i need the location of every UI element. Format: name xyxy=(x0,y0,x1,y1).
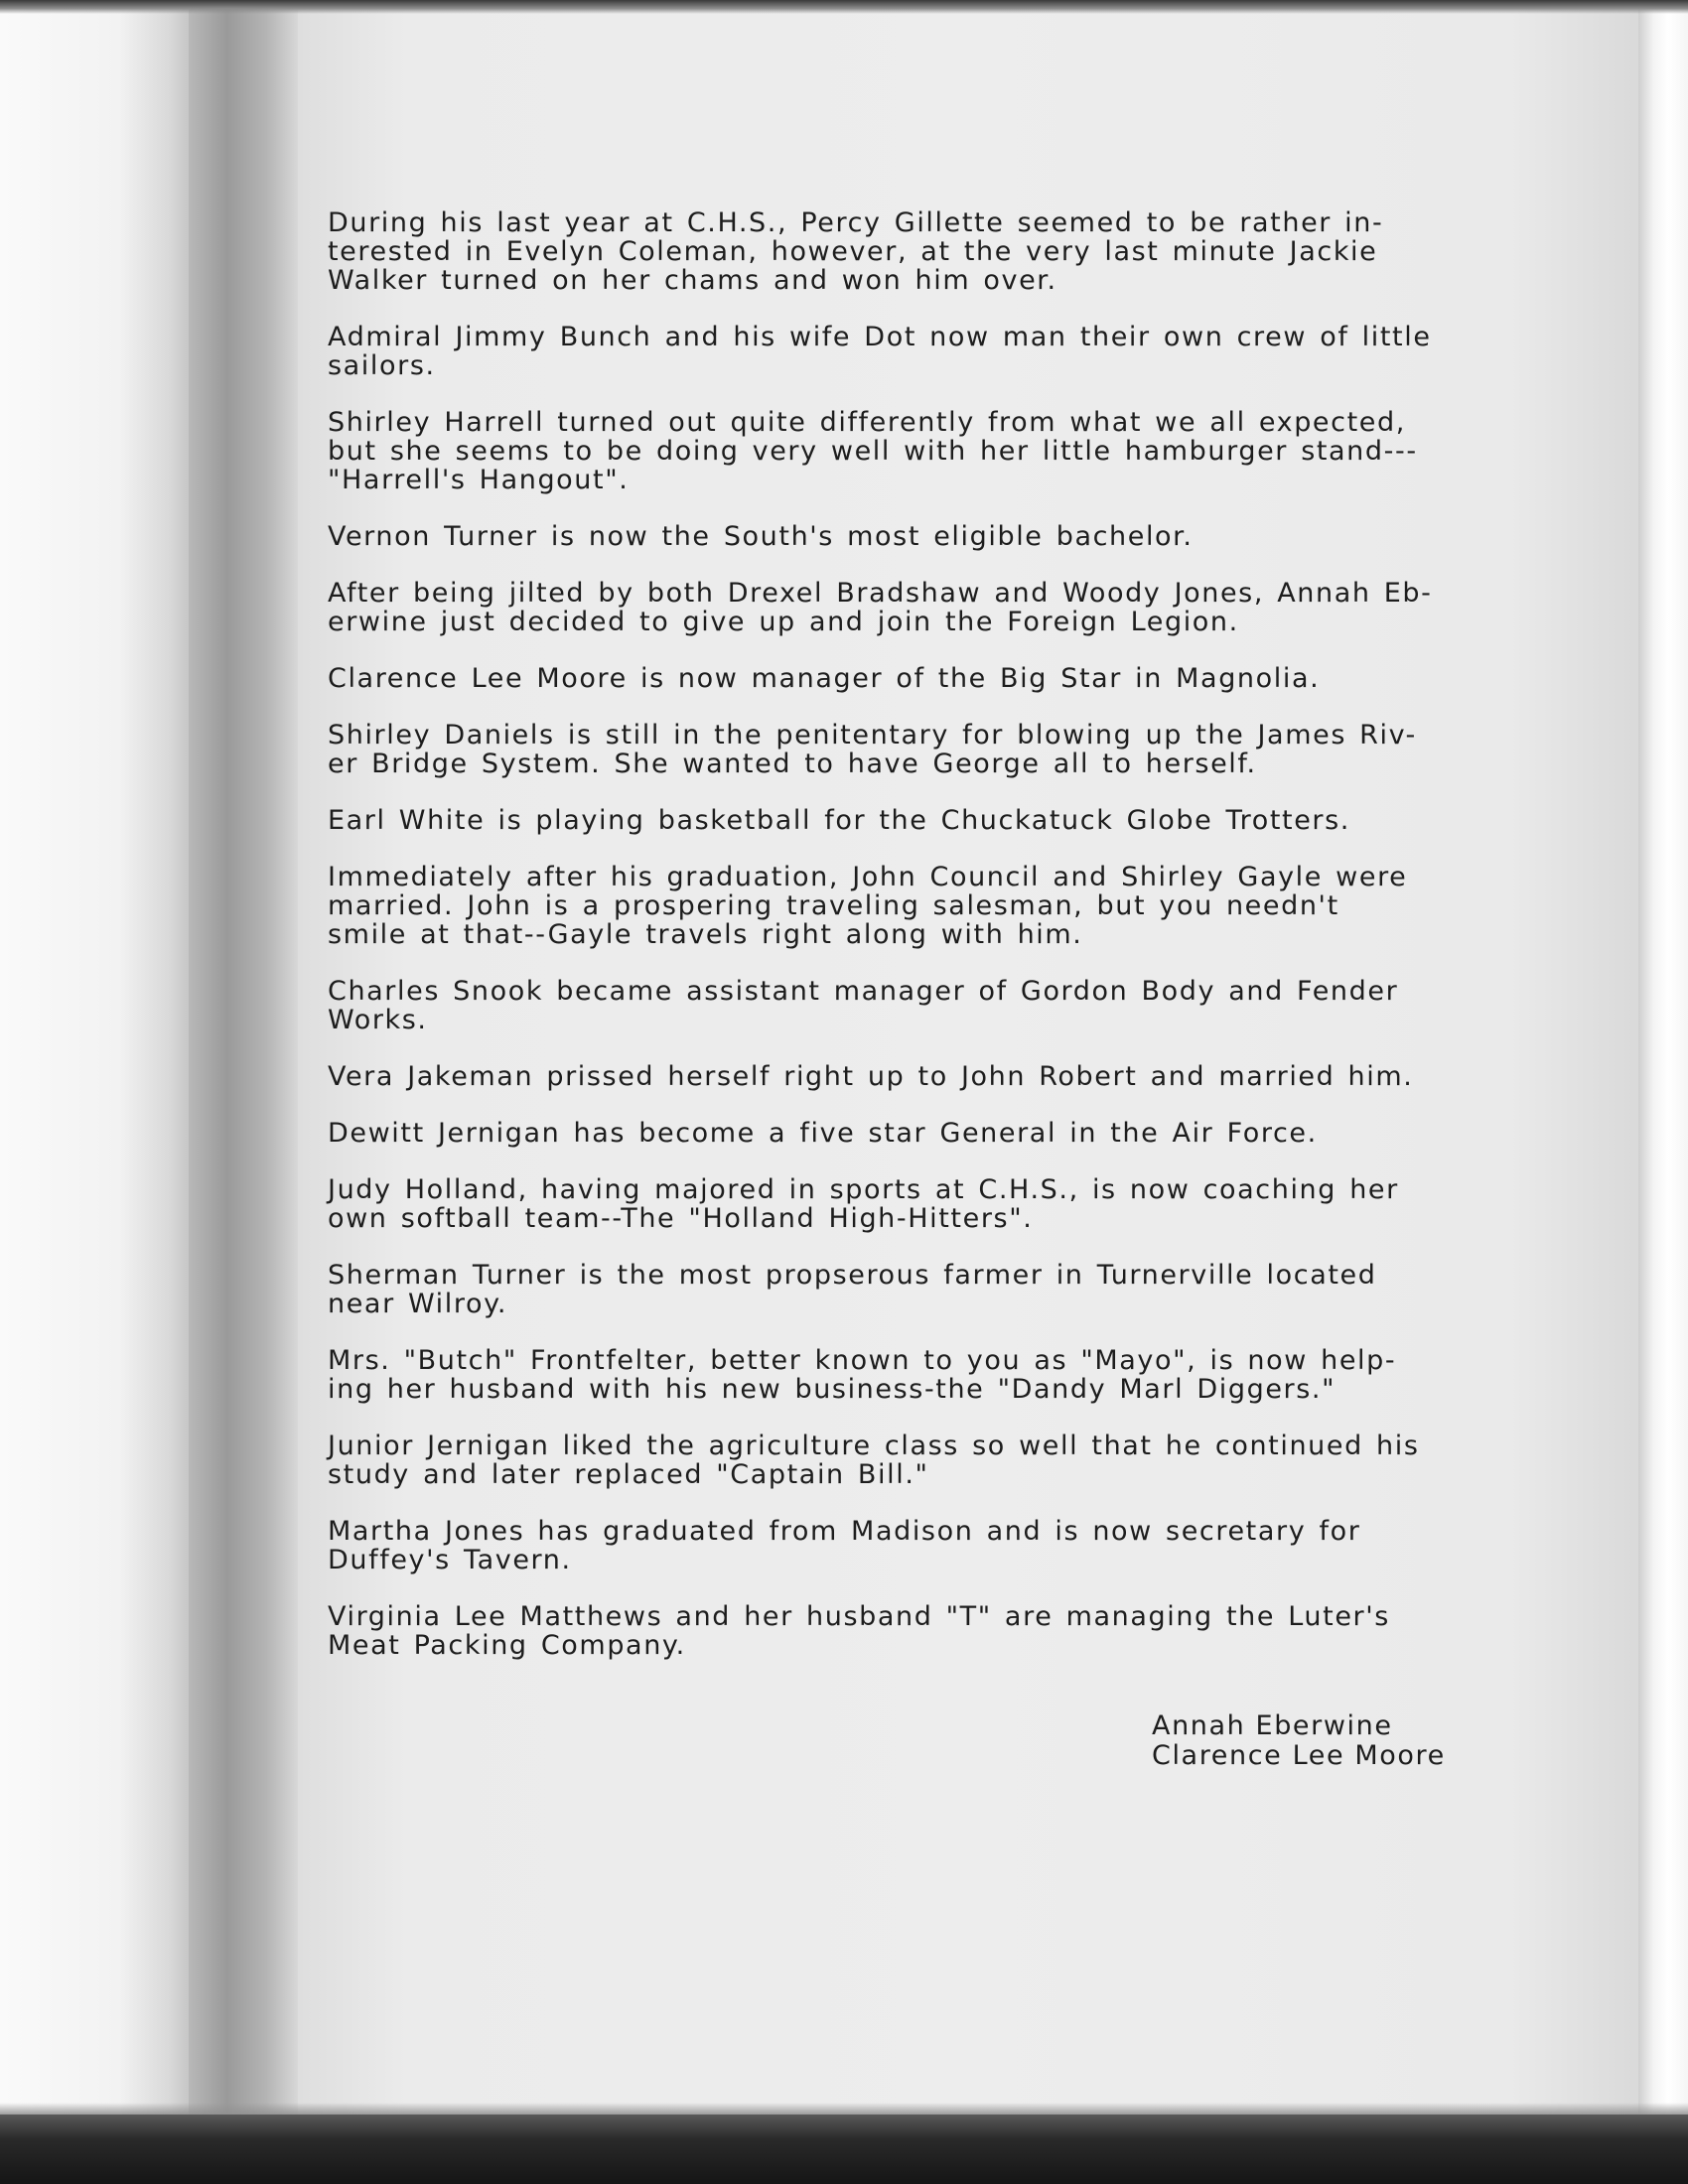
paragraph: Martha Jones has graduated from Madison and is now secretary for Duffey's Tavern. xyxy=(328,1516,1361,1575)
signature-name-1: Annah Eberwine xyxy=(1152,1710,1393,1741)
paragraph: Earl White is playing basketball for the Chuckatuck Globe Trotters. xyxy=(328,805,1350,836)
paragraph: Clarence Lee Moore is now manager of the Big Star in Magnolia. xyxy=(328,663,1321,694)
signature-name-2: Clarence Lee Moore xyxy=(1152,1740,1446,1771)
paragraph: Vernon Turner is now the South's most eligible bachelor. xyxy=(328,521,1194,552)
paragraph: Dewitt Jernigan has become a five star General in the Air Force. xyxy=(328,1118,1318,1149)
left-page-edge xyxy=(0,0,199,2184)
paragraph: Immediately after his graduation, John Council and Shirley Gayle were married. John is a prospering traveling salesman, but you needn't smile at that--Gayle travels right along with him. xyxy=(328,862,1408,950)
paragraph: Shirley Daniels is still in the penitentary for blowing up the James Riv- er Bridge System. She wanted to have George all to herself. xyxy=(328,720,1417,779)
paragraph: Vera Jakeman prissed herself right up to John Robert and married him. xyxy=(328,1061,1414,1092)
paragraph: Shirley Harrell turned out quite differently from what we all expected, but she seems to be doing very well with her little hamburger stand--- "Harrell's Hangout". xyxy=(328,407,1418,495)
paragraph: After being jilted by both Drexel Bradshaw and Woody Jones, Annah Eb- erwine just decided to give up and join the Foreign Legion. xyxy=(328,578,1433,637)
paragraph: Charles Snook became assistant manager of Gordon Body and Fender Works. xyxy=(328,976,1399,1035)
paragraph: Virginia Lee Matthews and her husband "T" are managing the Luter's Meat Packing Company. xyxy=(328,1601,1390,1661)
bottom-cover-edge xyxy=(0,2115,1688,2184)
paragraph: Admiral Jimmy Bunch and his wife Dot now man their own crew of little sailors. xyxy=(328,322,1432,381)
prophecy-text xyxy=(328,208,1549,1688)
paragraph: Mrs. "Butch" Frontfelter, better known to you as "Mayo", is now help- ing her husband with his new business-the "Dandy Marl Diggers." xyxy=(328,1345,1397,1405)
paragraph: Judy Holland, having majored in sports at C.H.S., is now coaching her own softball team--The "Holland High-Hitters". xyxy=(328,1174,1399,1234)
paragraph: During his last year at C.H.S., Percy Gillette seemed to be rather in- terested in Evelyn Coleman, however, at the very last minute Jackie Walker turned on her chams and won him over. xyxy=(328,207,1384,296)
signature-block xyxy=(1152,1711,1446,1771)
paragraph: Junior Jernigan liked the agriculture class so well that he continued his study and later replaced "Captain Bill." xyxy=(328,1431,1420,1490)
top-edge-shadow xyxy=(0,0,1688,14)
paragraph: Sherman Turner is the most propserous farmer in Turnerville located near Wilroy. xyxy=(328,1260,1377,1319)
page-right-edge xyxy=(1638,0,1688,2115)
